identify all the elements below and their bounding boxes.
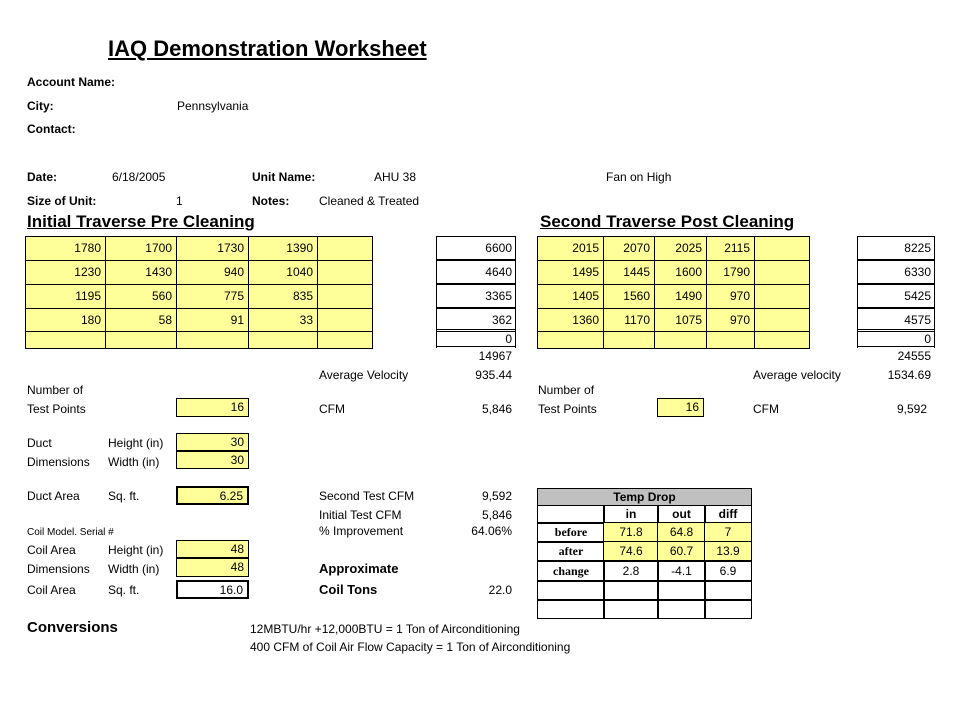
pre-cfm-value: 5,846: [481, 402, 512, 416]
temp-empty-cell: [603, 599, 659, 619]
pre-cfm-label: CFM: [319, 402, 345, 416]
pre-cell[interactable]: [25, 331, 106, 349]
post-cell[interactable]: [603, 331, 655, 349]
post-cell[interactable]: 970: [706, 284, 755, 309]
temp-value[interactable]: 13.9: [704, 541, 752, 562]
conversion-line-2: 400 CFM of Coil Air Flow Capacity = 1 Ton of Airconditioning: [250, 640, 571, 654]
temp-value: 2.8: [603, 560, 659, 582]
temp-value[interactable]: 74.6: [603, 541, 659, 562]
post-cell[interactable]: [754, 260, 810, 285]
temp-header: in: [603, 505, 659, 524]
post-cell[interactable]: 1560: [603, 284, 655, 309]
pre-cell[interactable]: 1430: [105, 260, 177, 285]
temp-empty-cell: [537, 580, 605, 601]
approximate-label: Approximate: [319, 561, 399, 576]
temp-empty-cell: [537, 599, 605, 619]
coil-tons-label: Coil Tons: [319, 582, 378, 597]
temp-row-label: before: [537, 522, 605, 543]
second-test-cfm-label: Second Test CFM: [319, 489, 415, 503]
post-cell[interactable]: 970: [706, 308, 755, 332]
pre-cell[interactable]: [317, 331, 373, 349]
pre-cell[interactable]: [317, 260, 373, 285]
temp-header: out: [657, 505, 706, 524]
coil-area2-label: Coil Area: [27, 583, 76, 597]
post-cell[interactable]: 2015: [537, 236, 604, 261]
pre-cell[interactable]: 58: [105, 308, 177, 332]
post-cell[interactable]: [537, 331, 604, 349]
pre-grand-total: 14967: [478, 349, 512, 363]
pre-row-total: 6600: [436, 236, 516, 260]
page-title: IAQ Demonstration Worksheet: [108, 36, 427, 61]
post-row-total: 5425: [857, 284, 935, 308]
improvement-label: % Improvement: [319, 524, 404, 538]
pre-cell[interactable]: [176, 331, 249, 349]
post-cell[interactable]: 2115: [706, 236, 755, 261]
post-row-total: 6330: [857, 260, 935, 284]
temp-row-label: change: [537, 560, 605, 582]
unit-name-label: Unit Name:: [252, 170, 316, 184]
temp-value[interactable]: 64.8: [657, 522, 706, 543]
second-test-cfm-value: 9,592: [481, 489, 512, 503]
pre-cell[interactable]: [105, 331, 177, 349]
duct-area-unit: Sq. ft.: [108, 489, 140, 503]
coil-dimensions-label: Dimensions: [27, 562, 90, 576]
post-cell[interactable]: [754, 284, 810, 309]
contact-label: Contact:: [27, 122, 76, 136]
pre-cell[interactable]: 1195: [25, 284, 106, 309]
coil-width-value[interactable]: 48: [176, 558, 249, 577]
unit-name-value: AHU 38: [374, 170, 417, 184]
post-cell[interactable]: 2025: [654, 236, 707, 261]
pre-cell[interactable]: 1040: [248, 260, 318, 285]
pre-row-total: 362: [436, 308, 516, 332]
notes-label: Notes:: [252, 194, 290, 208]
post-cell[interactable]: 1360: [537, 308, 604, 332]
pre-cell[interactable]: [248, 331, 318, 349]
pre-cell[interactable]: 560: [105, 284, 177, 309]
post-cell[interactable]: 1075: [654, 308, 707, 332]
duct-height-label: Height (in): [108, 436, 164, 450]
post-cell[interactable]: [706, 331, 755, 349]
city-value: Pennsylvania: [177, 99, 249, 113]
duct-width-label: Width (in): [108, 455, 160, 469]
pre-cell[interactable]: [317, 284, 373, 309]
initial-test-cfm-value: 5,846: [481, 508, 512, 522]
post-cell[interactable]: 2070: [603, 236, 655, 261]
post-cell[interactable]: 1445: [603, 260, 655, 285]
duct-area-value: 6.25: [176, 486, 249, 505]
conversion-line-1: 12MBTU/hr +12,000BTU = 1 Ton of Airconditioning: [250, 622, 520, 636]
pre-average-label: Average Velocity: [319, 368, 409, 382]
temp-empty-cell: [657, 580, 706, 601]
duct-label: Duct: [27, 436, 52, 450]
post-average-value: 1534.69: [887, 368, 931, 382]
city-label: City:: [27, 99, 54, 113]
post-cleaning-heading: Second Traverse Post Cleaning: [540, 212, 795, 231]
temp-drop-title: Temp Drop: [537, 488, 752, 506]
post-cell[interactable]: 1405: [537, 284, 604, 309]
initial-test-cfm-label: Initial Test CFM: [319, 508, 402, 522]
temp-empty-cell: [657, 599, 706, 619]
post-cell[interactable]: 1495: [537, 260, 604, 285]
coil-area-value: 16.0: [176, 580, 249, 599]
duct-area-label: Duct Area: [27, 489, 80, 503]
post-test-points-value[interactable]: 16: [657, 398, 704, 417]
coil-tons-value: 22.0: [488, 583, 512, 597]
duct-width-value[interactable]: 30: [176, 451, 249, 469]
pre-cell[interactable]: 1780: [25, 236, 106, 261]
pre-row-total: 3365: [436, 284, 516, 308]
post-cell[interactable]: 1790: [706, 260, 755, 285]
post-row-total: 8225: [857, 236, 935, 260]
post-number-of-label: Number of: [538, 383, 595, 397]
size-label: Size of Unit:: [27, 194, 97, 208]
temp-value[interactable]: 71.8: [603, 522, 659, 543]
pre-cell[interactable]: 91: [176, 308, 249, 332]
date-value: 6/18/2005: [112, 170, 166, 184]
pre-cell[interactable]: 1230: [25, 260, 106, 285]
post-cell[interactable]: 1490: [654, 284, 707, 309]
post-cfm-value: 9,592: [896, 402, 927, 416]
pre-test-points-label: Test Points: [27, 402, 86, 416]
duct-dimensions-label: Dimensions: [27, 455, 90, 469]
post-row-total: 0: [857, 329, 935, 347]
temp-value: -4.1: [657, 560, 706, 582]
pre-cell[interactable]: 33: [248, 308, 318, 332]
coil-height-value[interactable]: 48: [176, 540, 249, 558]
improvement-value: 64.06%: [471, 524, 512, 538]
duct-height-value[interactable]: 30: [176, 433, 249, 451]
post-test-points-label: Test Points: [538, 402, 597, 416]
coil-area-unit: Sq. ft.: [108, 583, 140, 597]
post-cell[interactable]: [654, 331, 707, 349]
notes-value: Cleaned & Treated: [319, 194, 420, 208]
fan-note: Fan on High: [606, 170, 672, 184]
post-row-total: 4575: [857, 308, 935, 332]
pre-cell[interactable]: 775: [176, 284, 249, 309]
coil-height-label: Height (in): [108, 543, 164, 557]
pre-cell[interactable]: 1700: [105, 236, 177, 261]
pre-cell[interactable]: [317, 308, 373, 332]
pre-row-total: 4640: [436, 260, 516, 284]
pre-test-points-value[interactable]: 16: [176, 398, 249, 417]
pre-average-value: 935.44: [475, 368, 512, 382]
post-cell[interactable]: [754, 308, 810, 332]
coil-width-label: Width (in): [108, 562, 160, 576]
date-label: Date:: [27, 170, 58, 184]
post-cell[interactable]: [754, 236, 810, 261]
pre-row-total: 0: [436, 329, 516, 347]
pre-number-of-label: Number of: [27, 383, 84, 397]
temp-header: diff: [704, 505, 752, 524]
pre-cell[interactable]: 1390: [248, 236, 318, 261]
coil-model-label: Coil Model. Serial #: [27, 527, 114, 538]
post-cell[interactable]: 1170: [603, 308, 655, 332]
temp-empty-cell: [603, 580, 659, 601]
coil-area-label: Coil Area: [27, 543, 76, 557]
post-average-label: Average velocity: [753, 368, 841, 382]
account-name-label: Account Name:: [27, 75, 116, 89]
pre-cell[interactable]: 835: [248, 284, 318, 309]
post-cfm-label: CFM: [753, 402, 779, 416]
pre-cell[interactable]: 940: [176, 260, 249, 285]
post-grand-total: 24555: [897, 349, 931, 363]
post-cell[interactable]: 1600: [654, 260, 707, 285]
temp-row-label: after: [537, 541, 605, 562]
pre-cell[interactable]: 180: [25, 308, 106, 332]
pre-cell[interactable]: 1730: [176, 236, 249, 261]
temp-empty-cell: [704, 599, 752, 619]
temp-value: 6.9: [704, 560, 752, 582]
pre-cell[interactable]: [317, 236, 373, 261]
temp-value[interactable]: 60.7: [657, 541, 706, 562]
size-value: 1: [176, 194, 183, 208]
pre-cleaning-heading: Initial Traverse Pre Cleaning: [27, 212, 255, 231]
temp-value[interactable]: 7: [704, 522, 752, 543]
temp-empty-cell: [704, 580, 752, 601]
post-cell[interactable]: [754, 331, 810, 349]
conversions-heading: Conversions: [27, 619, 118, 636]
